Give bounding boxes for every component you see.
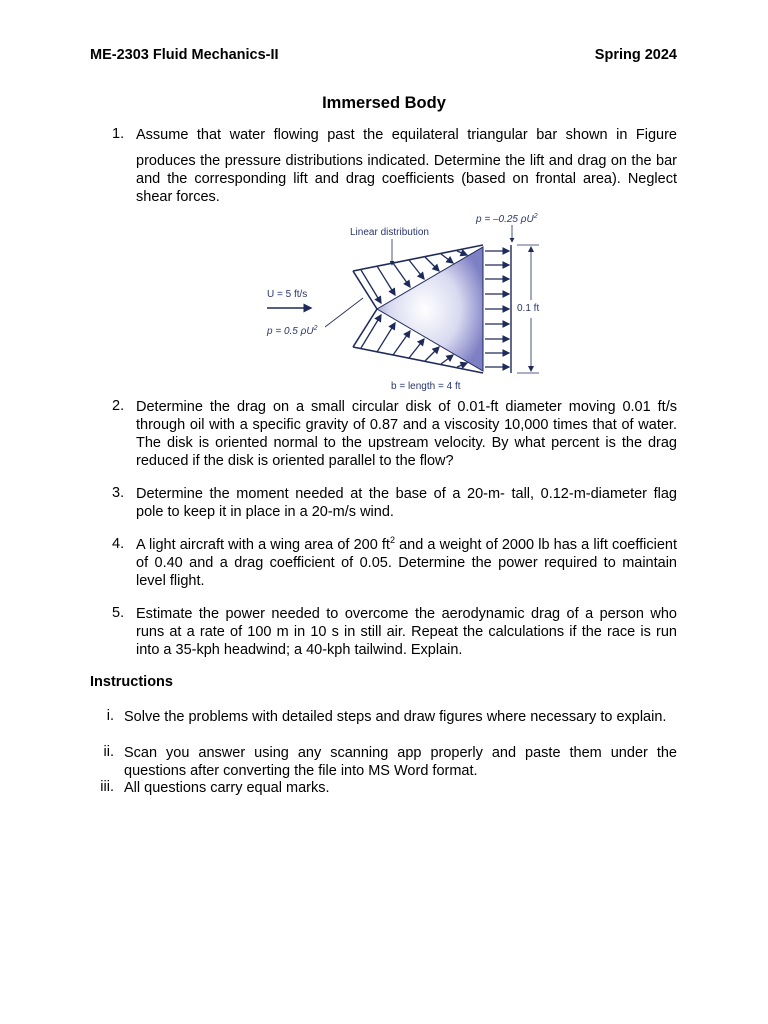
question-number: 3. (112, 485, 125, 501)
rear-pressure-arrows (485, 251, 509, 367)
length-label: b = length = 4 ft (391, 381, 461, 392)
instruction-number: i. (106, 708, 114, 724)
question-1-line1: Assume that water flowing past the equilateral triangular bar shown in Figure (136, 127, 677, 143)
instructions-heading: Instructions (90, 674, 173, 690)
instruction-item: All questions carry equal marks. (124, 780, 330, 796)
instruction-number: ii. (103, 744, 114, 760)
linear-distribution-label: Linear distribution (350, 227, 429, 238)
question-number: 5. (112, 605, 125, 621)
question-3-text: Determine the moment needed at the base of a 20-m- tall, 0.12-m-diameter flag pole to keep it in place in a 20-m/s wind. (136, 486, 677, 520)
p-top-label: p = –0.25 $\rho U^2$ (476, 213, 538, 225)
instruction-number: iii. (100, 779, 114, 795)
p-left-label: p = 0.5 $\rho U^2$ (267, 325, 318, 337)
course-title: ME-2303 Fluid Mechanics-II (90, 47, 279, 63)
question-1-text: produces the pressure distributions indicated. Determine the lift and drag on the bar and the corresponding lift and drag coefficients (based on frontal area). Neglect shear forces. (136, 153, 677, 205)
question-4-text: A light aircraft with a wing area of 200 $ft^2$ and a weight of 2000 lb has a lift coefficient of 0.40 and a drag coefficient of 0.05. Determine the power required to maintain level flight. (136, 535, 677, 589)
term-label: Spring 2024 (594, 47, 677, 63)
question-number: 4. (112, 536, 125, 552)
question-2-text: Determine the drag on a small circular disk of 0.01-ft diameter moving 0.01 ft/s through oil with a specific gravity of 0.87 and a viscosity 10,000 times that of water. The disk is oriented normal to the upstream velocity. By what percent is the drag reduced if the disk is oriented parallel to the flow? (136, 399, 677, 469)
instruction-item: Scan you answer using any scanning app properly and paste them under the questions after converting the file into MS Word format. (124, 745, 677, 779)
triangle-bar (377, 247, 483, 371)
instruction-item: Solve the problems with detailed steps and draw figures where necessary to explain. (124, 709, 667, 725)
height-label: 0.1 ft (517, 303, 540, 314)
question-number: 1. (112, 126, 125, 142)
question-5-text: Estimate the power needed to overcome the aerodynamic drag of a person who runs at a rate of 100 m in 10 s in still air. Repeat the calculations if the race is run into a 35-kph headwind; a 40-kph tailwind. Explain. (136, 606, 677, 658)
question-number: 2. (112, 398, 125, 414)
page-title: Immersed Body (322, 94, 446, 112)
velocity-label: U = 5 ft/s (267, 289, 308, 300)
triangular-bar-figure (255, 210, 555, 395)
